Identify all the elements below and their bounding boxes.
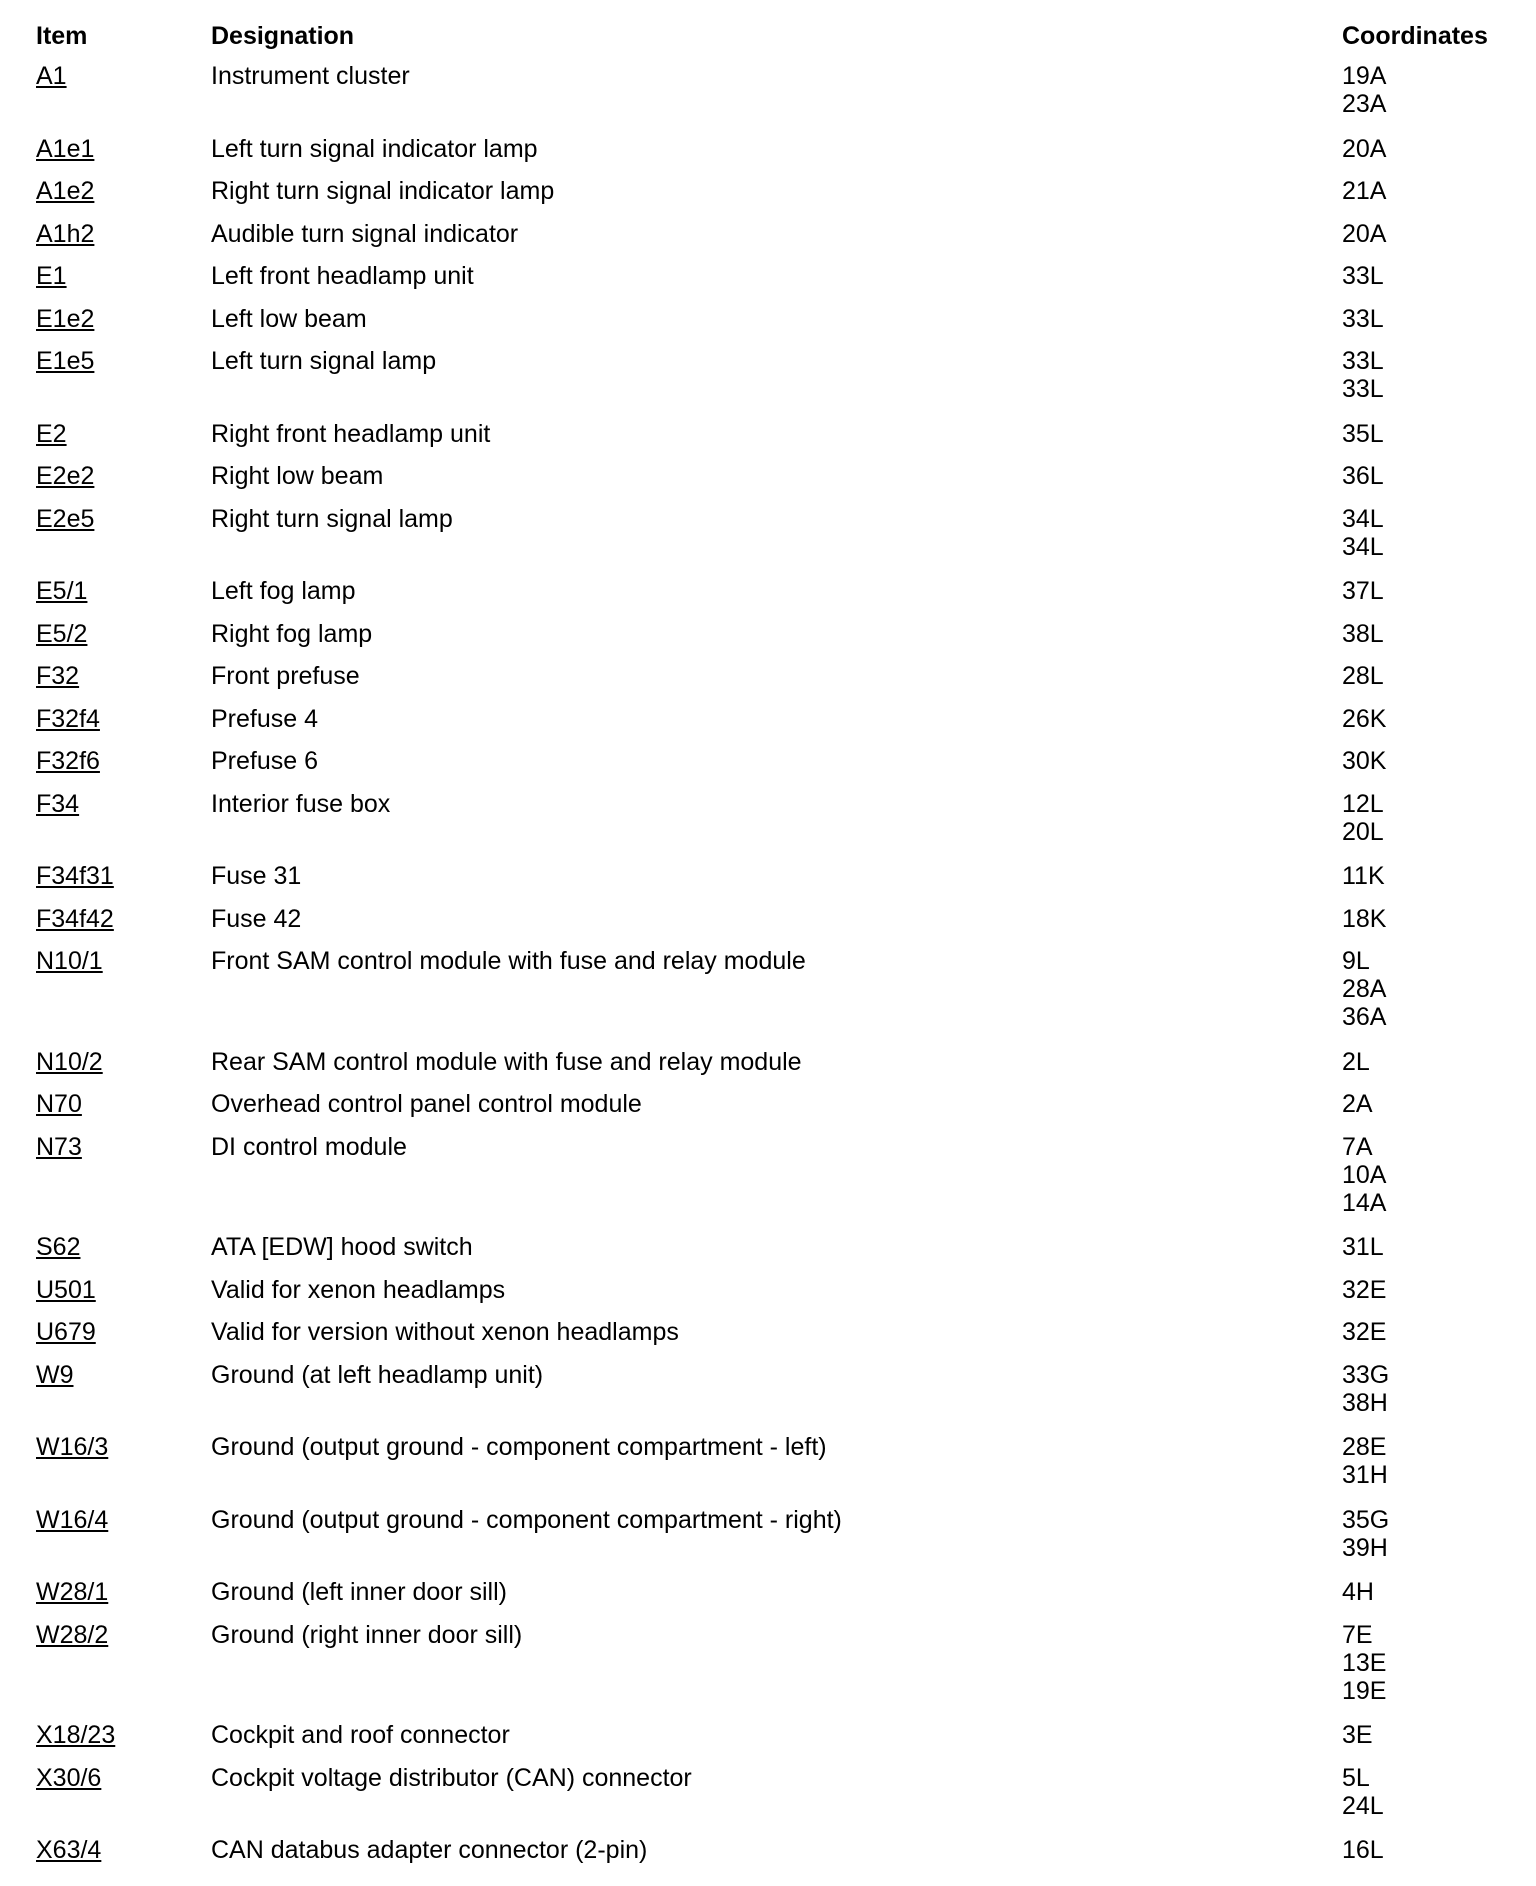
designation-text: Right front headlamp unit bbox=[211, 419, 491, 448]
item-link[interactable]: F34 bbox=[36, 789, 80, 818]
table-row bbox=[36, 1090, 1516, 1133]
coordinate-value: 31L bbox=[1342, 1233, 1384, 1261]
table-row bbox=[36, 1233, 1516, 1276]
designation-text: Ground (output ground - component compartment - right) bbox=[211, 1505, 842, 1534]
coordinate-value: 26K bbox=[1342, 704, 1387, 733]
coordinate-value: 28A bbox=[1342, 975, 1387, 1003]
coordinate-value: 20A bbox=[1342, 134, 1387, 163]
coordinate-value: 2A bbox=[1342, 1090, 1373, 1118]
item-link[interactable]: E1e5 bbox=[36, 347, 95, 375]
designation-text: Front prefuse bbox=[211, 662, 360, 690]
header-item: Item bbox=[36, 22, 88, 50]
table-row bbox=[36, 262, 1516, 305]
designation-text: Valid for version without xenon headlamps bbox=[211, 1318, 679, 1346]
coordinate-value: 32E bbox=[1342, 1318, 1387, 1346]
coordinates-cell bbox=[1342, 705, 1452, 733]
coordinate-value: 13E bbox=[1342, 1648, 1387, 1677]
coordinate-value: 23A bbox=[1342, 90, 1387, 118]
designation-text: CAN databus adapter connector (2-pin) bbox=[211, 1836, 648, 1864]
item-link[interactable]: E5/2 bbox=[36, 619, 88, 648]
item-link[interactable]: N70 bbox=[36, 1090, 82, 1118]
item-link[interactable]: E1 bbox=[36, 262, 67, 290]
coordinates-cell bbox=[1342, 1090, 1452, 1118]
designation-text: Rear SAM control module with fuse and relay module bbox=[211, 1047, 802, 1076]
designation-text: Ground (right inner door sill) bbox=[211, 1620, 523, 1649]
table-row bbox=[36, 747, 1516, 790]
item-link[interactable]: W9 bbox=[36, 1360, 74, 1389]
table-header bbox=[36, 18, 1516, 62]
designation-text: Overhead control panel control module bbox=[211, 1090, 642, 1118]
table-row bbox=[36, 1578, 1516, 1621]
item-link[interactable]: N10/1 bbox=[36, 947, 103, 975]
designation-text: Ground (left inner door sill) bbox=[211, 1578, 507, 1606]
coordinate-value: 10A bbox=[1342, 1160, 1387, 1189]
coordinate-value: 12L bbox=[1342, 789, 1384, 818]
coordinate-value: 21A bbox=[1342, 177, 1387, 205]
table-row bbox=[36, 1836, 1516, 1879]
table-row bbox=[36, 347, 1516, 420]
table-row bbox=[36, 1133, 1516, 1234]
coordinate-value: 31H bbox=[1342, 1461, 1388, 1489]
table-row bbox=[36, 705, 1516, 748]
designation-text: Ground (output ground - component compartment - left) bbox=[211, 1433, 827, 1461]
designation-text: Left turn signal lamp bbox=[211, 347, 437, 375]
table-row bbox=[36, 1506, 1516, 1579]
coordinate-value: 38H bbox=[1342, 1388, 1388, 1417]
designation-text: Left turn signal indicator lamp bbox=[211, 134, 538, 163]
designation-text: Prefuse 6 bbox=[211, 747, 319, 775]
coordinate-value: 35L bbox=[1342, 419, 1384, 448]
coordinates-cell bbox=[1342, 62, 1452, 118]
coordinate-value: 16L bbox=[1342, 1836, 1384, 1864]
table-row bbox=[36, 1764, 1516, 1837]
item-link[interactable]: F32f6 bbox=[36, 747, 100, 775]
table-row bbox=[36, 177, 1516, 220]
item-link[interactable]: E1e2 bbox=[36, 304, 95, 333]
coordinates-cell bbox=[1342, 790, 1452, 846]
table-row bbox=[36, 1276, 1516, 1319]
coordinate-value: 19E bbox=[1342, 1676, 1387, 1705]
coordinates-cell bbox=[1342, 220, 1452, 248]
item-link[interactable]: A1e2 bbox=[36, 177, 95, 205]
coordinate-value: 34L bbox=[1342, 532, 1384, 561]
designation-text: Fuse 42 bbox=[211, 904, 302, 933]
item-link[interactable]: E2 bbox=[36, 419, 67, 448]
coordinate-value: 7A bbox=[1342, 1132, 1373, 1161]
coordinates-cell bbox=[1342, 1721, 1452, 1749]
designation-text: Interior fuse box bbox=[211, 789, 391, 818]
table-row bbox=[36, 1318, 1516, 1361]
coordinates-cell bbox=[1342, 1433, 1452, 1489]
item-link[interactable]: A1 bbox=[36, 62, 67, 90]
designation-text: Ground (at left headlamp unit) bbox=[211, 1360, 544, 1389]
coordinate-value: 39H bbox=[1342, 1533, 1388, 1562]
coordinates-cell bbox=[1342, 747, 1452, 775]
coordinate-value: 28L bbox=[1342, 662, 1384, 690]
designation-text: Valid for xenon headlamps bbox=[211, 1275, 506, 1304]
table-row bbox=[36, 1433, 1516, 1506]
designation-text: Left low beam bbox=[211, 304, 367, 333]
coordinate-value: 33G bbox=[1342, 1360, 1390, 1389]
coordinates-cell bbox=[1342, 905, 1452, 933]
coordinates-cell bbox=[1342, 947, 1452, 1031]
table-row bbox=[36, 505, 1516, 578]
table-row bbox=[36, 1721, 1516, 1764]
item-link[interactable]: U679 bbox=[36, 1318, 96, 1346]
designation-text: Cockpit voltage distributor (CAN) connector bbox=[211, 1763, 692, 1792]
table-row bbox=[36, 420, 1516, 463]
coordinate-value: 14A bbox=[1342, 1188, 1387, 1217]
coordinates-cell bbox=[1342, 1361, 1452, 1417]
coordinates-cell bbox=[1342, 1233, 1452, 1261]
coordinate-value: 11K bbox=[1342, 862, 1385, 890]
item-link[interactable]: A1h2 bbox=[36, 219, 95, 248]
item-link[interactable]: X63/4 bbox=[36, 1836, 102, 1864]
table-row bbox=[36, 62, 1516, 135]
coordinate-value: 38L bbox=[1342, 619, 1384, 648]
coordinates-cell bbox=[1342, 1318, 1452, 1346]
coordinate-value: 4H bbox=[1342, 1578, 1374, 1606]
coordinate-value: 19A bbox=[1342, 62, 1387, 90]
coordinates-cell bbox=[1342, 505, 1452, 561]
designation-text: DI control module bbox=[211, 1132, 407, 1161]
coordinates-cell bbox=[1342, 305, 1452, 333]
item-link[interactable]: N10/2 bbox=[36, 1047, 103, 1076]
item-link[interactable]: X30/6 bbox=[36, 1763, 102, 1792]
table-row bbox=[36, 1361, 1516, 1434]
coordinate-value: 33L bbox=[1342, 304, 1384, 333]
header-coordinates: Coordinates bbox=[1342, 22, 1488, 50]
coordinate-value: 33L bbox=[1342, 375, 1384, 403]
coordinates-cell bbox=[1342, 177, 1452, 205]
header-designation: Designation bbox=[211, 22, 355, 50]
coordinates-cell bbox=[1342, 262, 1452, 290]
coordinate-value: 30K bbox=[1342, 747, 1387, 775]
designation-text: Audible turn signal indicator bbox=[211, 219, 519, 248]
coordinates-cell bbox=[1342, 577, 1452, 605]
coordinate-value: 3E bbox=[1342, 1721, 1373, 1749]
table-row bbox=[36, 135, 1516, 178]
coordinates-cell bbox=[1342, 620, 1452, 648]
item-link[interactable]: W28/2 bbox=[36, 1620, 109, 1649]
designation-text: Left front headlamp unit bbox=[211, 262, 474, 290]
coordinate-value: 5L bbox=[1342, 1763, 1370, 1792]
coordinates-cell bbox=[1342, 1836, 1452, 1864]
table-row bbox=[36, 577, 1516, 620]
table-row bbox=[36, 790, 1516, 863]
coordinates-cell bbox=[1342, 462, 1452, 490]
designation-text: Instrument cluster bbox=[211, 62, 410, 90]
coordinate-value: 28E bbox=[1342, 1433, 1387, 1461]
table-row bbox=[36, 905, 1516, 948]
coordinate-value: 32E bbox=[1342, 1275, 1387, 1304]
coordinates-cell bbox=[1342, 662, 1452, 690]
item-link[interactable]: W16/3 bbox=[36, 1433, 109, 1461]
designation-text: Right fog lamp bbox=[211, 619, 373, 648]
item-link[interactable]: W16/4 bbox=[36, 1505, 109, 1534]
item-link[interactable]: A1e1 bbox=[36, 134, 95, 163]
item-link[interactable]: F32 bbox=[36, 662, 80, 690]
table-row bbox=[36, 220, 1516, 263]
item-link[interactable]: F32f4 bbox=[36, 704, 100, 733]
item-link[interactable]: E5/1 bbox=[36, 577, 88, 605]
table-body bbox=[36, 62, 1516, 1879]
item-link[interactable]: X18/23 bbox=[36, 1721, 116, 1749]
table-row bbox=[36, 662, 1516, 705]
designation-text: Cockpit and roof connector bbox=[211, 1721, 510, 1749]
item-link[interactable]: E2e5 bbox=[36, 504, 95, 533]
designation-text: Front SAM control module with fuse and relay module bbox=[211, 947, 806, 975]
designation-text: Left fog lamp bbox=[211, 577, 356, 605]
item-link[interactable]: F34f31 bbox=[36, 862, 114, 890]
item-link[interactable]: E2e2 bbox=[36, 462, 95, 490]
table-row bbox=[36, 620, 1516, 663]
coordinate-value: 34L bbox=[1342, 504, 1384, 533]
coordinate-value: 37L bbox=[1342, 577, 1384, 605]
designation-text: Right turn signal indicator lamp bbox=[211, 177, 555, 205]
designation-text: Right low beam bbox=[211, 462, 384, 490]
coordinate-value: 33L bbox=[1342, 347, 1384, 375]
designation-text: ATA [EDW] hood switch bbox=[211, 1233, 473, 1261]
coordinate-value: 36L bbox=[1342, 462, 1384, 490]
coordinate-value: 9L bbox=[1342, 947, 1370, 975]
coordinate-value: 36A bbox=[1342, 1003, 1387, 1031]
coordinates-cell bbox=[1342, 420, 1452, 448]
coordinates-cell bbox=[1342, 1764, 1452, 1820]
item-link[interactable]: N73 bbox=[36, 1132, 82, 1161]
coordinates-cell bbox=[1342, 862, 1452, 890]
designation-text: Prefuse 4 bbox=[211, 704, 319, 733]
coordinates-cell bbox=[1342, 1048, 1452, 1076]
coordinate-value: 24L bbox=[1342, 1791, 1384, 1820]
coordinates-cell bbox=[1342, 1506, 1452, 1562]
coordinate-value: 33L bbox=[1342, 262, 1384, 290]
coordinates-cell bbox=[1342, 347, 1452, 403]
table-row bbox=[36, 947, 1516, 1048]
item-link[interactable]: U501 bbox=[36, 1275, 96, 1304]
coordinates-cell bbox=[1342, 1621, 1452, 1705]
coordinates-cell bbox=[1342, 1133, 1452, 1217]
coordinate-value: 18K bbox=[1342, 904, 1387, 933]
table-row bbox=[36, 862, 1516, 905]
coordinate-value: 20A bbox=[1342, 219, 1387, 248]
designation-text: Right turn signal lamp bbox=[211, 504, 453, 533]
coordinates-cell bbox=[1342, 135, 1452, 163]
coordinates-cell bbox=[1342, 1578, 1452, 1606]
item-link[interactable]: F34f42 bbox=[36, 904, 114, 933]
coordinate-value: 35G bbox=[1342, 1505, 1390, 1534]
table-row bbox=[36, 1048, 1516, 1091]
item-link[interactable]: W28/1 bbox=[36, 1578, 109, 1606]
designation-text: Fuse 31 bbox=[211, 862, 302, 890]
table-row bbox=[36, 1621, 1516, 1722]
coordinate-value: 7E bbox=[1342, 1620, 1373, 1649]
coordinate-value: 2L bbox=[1342, 1047, 1370, 1076]
coordinates-cell bbox=[1342, 1276, 1452, 1304]
component-legend-table bbox=[36, 18, 1516, 1879]
table-row bbox=[36, 305, 1516, 348]
table-row bbox=[36, 462, 1516, 505]
item-link[interactable]: S62 bbox=[36, 1233, 81, 1261]
coordinate-value: 20L bbox=[1342, 817, 1384, 846]
